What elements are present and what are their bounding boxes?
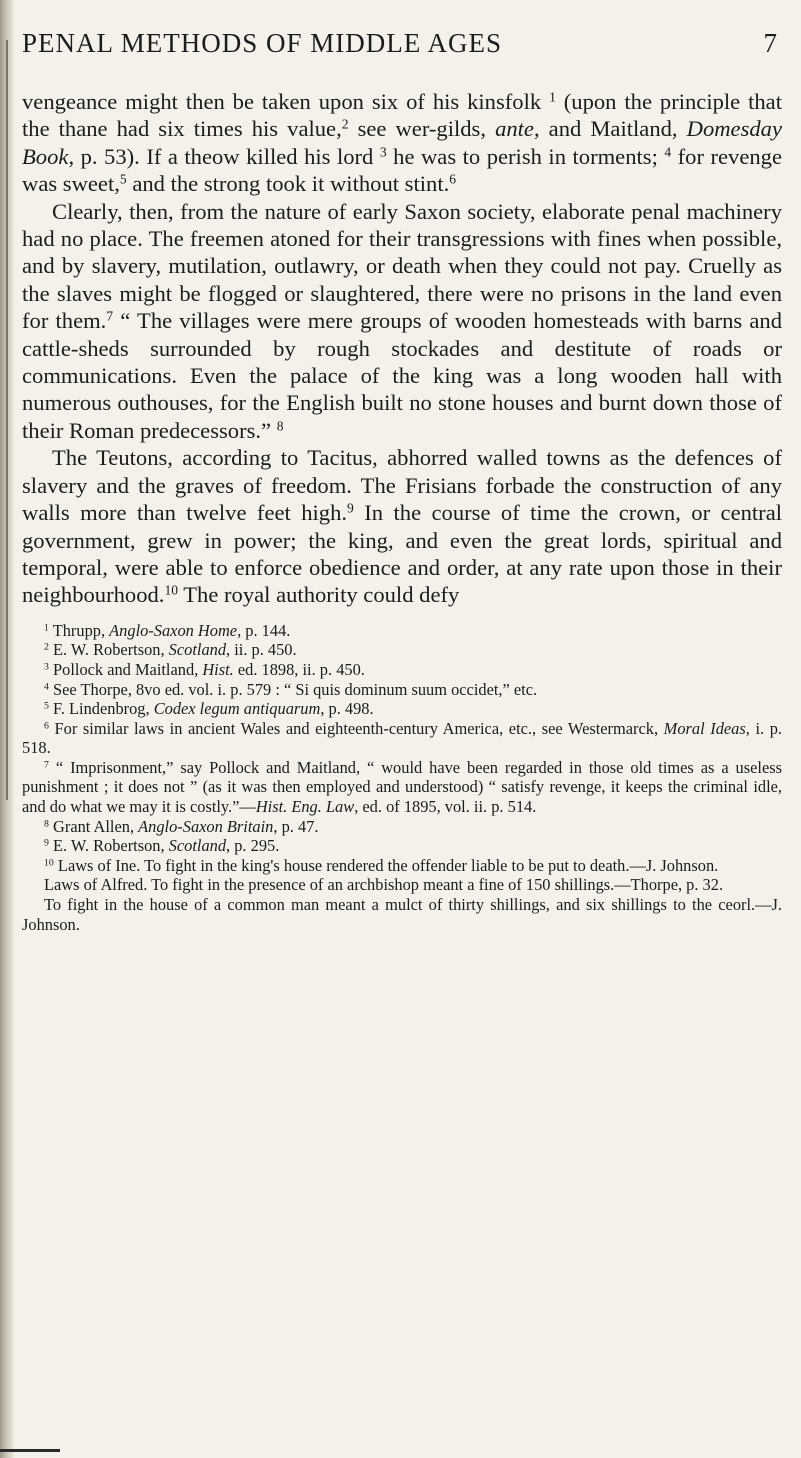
footnote-3: $^3$ Pollock and Maitland, Hist. ed. 1898, ii. p. 450. bbox=[44, 659, 365, 679]
footnote-ref-5: 5 bbox=[119, 171, 127, 187]
footnote-ref-8: 8 bbox=[276, 418, 284, 434]
footnote-ref-9: 9 bbox=[347, 500, 354, 516]
running-header bbox=[22, 28, 782, 62]
running-title: PENAL METHODS OF MIDDLE AGES bbox=[22, 28, 503, 58]
page-bottom-rule bbox=[0, 1449, 60, 1452]
footnote-ref-7: 7 bbox=[106, 308, 114, 324]
paragraph-3: The Teutons, according to Tacitus, abhorred walled towns as the defences of slavery and the graves of freedom. The Frisians forbade the construction of any walls more than twelve feet high.$^9$ In the course of time the crown, or central government, grew in power; the king, and even the great lords, spiritual and temporal, were able to enforce obedience and order, at any rate upon those in their neighbourhood.$^{10}$ The royal authority could defy bbox=[22, 445, 783, 608]
paragraph-2: Clearly, then, from the nature of early Saxon society, elaborate penal machinery had no place. The freemen atoned for their transgressions with fines when possible, and by slavery, mutilation, outlawry, or death when they could not pay. Cruelly as the slaves might be flogged or slaughtered, there were no prisons in the land even for them.$^7$ “ The villages were mere groups of wooden homesteads with barns and cattle-sheds surrounded by rough stockades and destitute of roads or communications. Even the palace of the king was a long wooden hall with numerous outhouses, for the English built no stone houses and burnt down those of their Roman predecessors.” $^8$ bbox=[22, 198, 782, 443]
book-page bbox=[22, 28, 782, 934]
footnote-8: $^8$ Grant Allen, Anglo-Saxon Britain, p. 47. bbox=[44, 816, 319, 836]
footnote-2: $^2$ E. W. Robertson, Scotland, ii. p. 450. bbox=[44, 640, 297, 660]
footnote-7: $^7$ “ Imprisonment,” say Pollock and Maitland, “ would have been regarded in those old times as a useless punishment ; it does not ” (as it was then employed and understood) “ satisfy revenge, it keeps the criminal idle, and do what we may it is costly.”—Hist. Eng. Law, ed. of 1895, vol. ii. p. 514. bbox=[22, 757, 782, 817]
footnote-10-continued-alfred: Laws of Alfred. To fight in the presence of an archbishop meant a fine of 150 shillings.—Thorpe, p. 32. bbox=[44, 875, 724, 895]
footnote-ref-1: 1 bbox=[549, 89, 556, 105]
footnote-1: $^1$ Thrupp, Anglo-Saxon Home, p. 144. bbox=[44, 620, 291, 640]
footnote-4: $^4$ See Thorpe, 8vo ed. vol. i. p. 579 : “ Si quis dominum suum occidet,” etc. bbox=[44, 679, 538, 699]
binding-edge bbox=[6, 40, 8, 800]
main-text bbox=[22, 88, 782, 609]
footnote-ref-2: 2 bbox=[341, 116, 349, 132]
footnote-ref-3: 3 bbox=[379, 144, 387, 160]
footnote-10-continued-common-man: To fight in the house of a common man meant a mulct of thirty shillings, and six shillings to the ceorl.—J. Johnson. bbox=[22, 895, 782, 934]
footnote-5: $^5$ F. Lindenbrog, Codex legum antiquarum, p. 498. bbox=[44, 699, 374, 719]
footnote-10: $^{10}$ Laws of Ine. To fight in the king's house rendered the offender liable to be put to death.—J. Johnson. bbox=[44, 855, 719, 875]
page-number: 7 bbox=[763, 28, 778, 58]
footnotes bbox=[22, 621, 782, 935]
footnote-ref-4: 4 bbox=[664, 144, 672, 160]
paragraph-1: vengeance might then be taken upon six of his kinsfolk $^1$ (upon the principle that the thane had six times his value,$^2$ see wer-gilds, ante, and Maitland, Domesday Book, p. 53). If a theow killed his lord $^3$ he was to perish in torments; $^4$ for revenge was sweet,$^5$ and the strong took it without stint.$^6$ bbox=[22, 89, 782, 197]
footnote-ref-6: 6 bbox=[449, 171, 457, 187]
footnote-ref-10: 10 bbox=[164, 582, 178, 598]
footnote-6: $^6$ For similar laws in ancient Wales and eighteenth-century America, etc., see Westermarck, Moral Ideas, i. p. 518. bbox=[22, 718, 782, 758]
footnote-9: $^9$ E. W. Robertson, Scotland, p. 295. bbox=[44, 836, 280, 856]
